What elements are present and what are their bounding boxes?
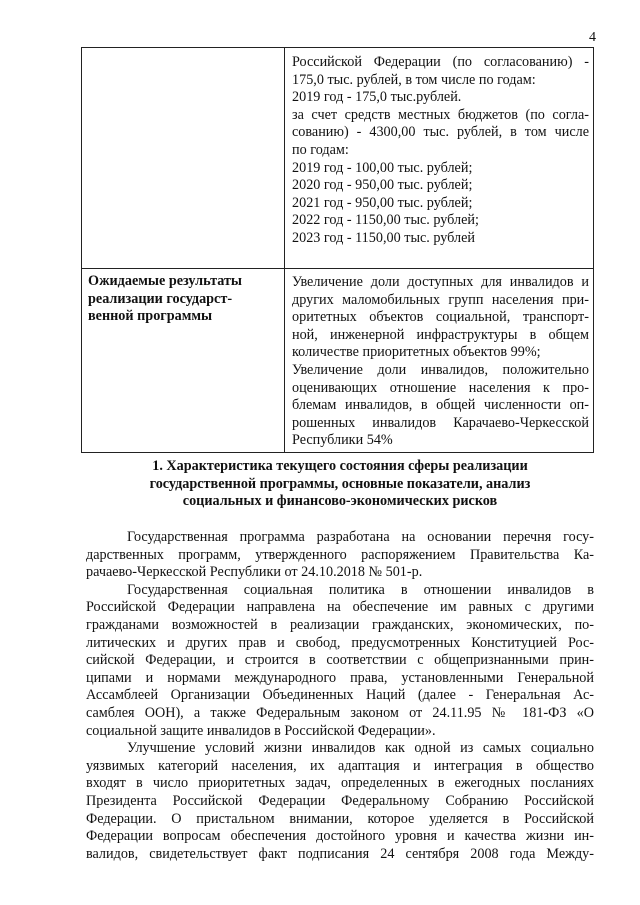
text-line: за счет средств местных бюджетов (по согла- [292, 106, 589, 123]
program-passport-table [81, 47, 594, 453]
paragraph-line: сийской Федерации, и строится в соответствии с общепризнанными прин- [86, 652, 594, 669]
paragraph-line: дарственных программ, утвержденного распоряжением Правительства Ка- [86, 546, 594, 563]
paragraph-line: ципами и нормами международного права, установленными Генеральной [86, 669, 594, 686]
text-line: 2019 год - 100,00 тыс. рублей; [292, 159, 473, 176]
paragraph-line: рачаево-Черкесской Республики от 24.10.2018 № 501-р. [86, 564, 423, 581]
paragraph-line: Президента Российской Федерации Федеральному Собранию Российской [86, 792, 594, 809]
text-line: 2021 год - 950,00 тыс. рублей; [292, 194, 473, 211]
text-line: Увеличение доли доступных для инвалидов и [292, 274, 589, 290]
heading-line: социальных и финансово-экономических рисков [182, 493, 498, 509]
text-line: Республики 54% [292, 432, 393, 449]
text-line: ной, инженерной инфраструктуры в общем [292, 326, 589, 343]
text-line: Российской Федерации (по согласованию) - [292, 54, 589, 70]
paragraph-line: валидов, свидетельствует факт подписания 24 сентября 2008 года Между- [86, 845, 594, 862]
section-body [86, 529, 594, 863]
page-number: 4 [589, 30, 596, 45]
label-line: реализации государст- [88, 290, 233, 307]
text-line: 175,0 тыс. рублей, в том числе по годам: [292, 71, 536, 88]
text-line: сованию) - 4300,00 тыс. рублей, в том числе [292, 124, 589, 141]
text-line: Увеличение доли инвалидов, положительно [292, 361, 589, 378]
heading-line: 1. Характеристика текущего состояния сферы реализации [152, 458, 528, 474]
paragraph-line: Ассамблеей Организации Объединенных Наций (далее - Генеральная Ас- [86, 687, 594, 704]
paragraph-line: самблея ООН), а также Федеральным законом от 24.11.95 № 181-ФЗ «О [86, 704, 594, 721]
paragraph-line: Государственная социальная политика в отношении инвалидов в [127, 581, 594, 598]
paragraph-line: Федерации. О пристальном внимании, которое уделяется в Российской [86, 810, 594, 827]
text-line: 2020 год - 950,00 тыс. рублей; [292, 177, 473, 194]
paragraph-line: входят в число приоритетных задач, определенных в ежегодных посланиях [86, 775, 594, 792]
paragraph-line: Улучшение условий жизни инвалидов как одной из самых социально [127, 740, 594, 757]
table-label-cell [82, 48, 285, 269]
label-line: венной программы [88, 308, 213, 325]
table-row-expected-results [82, 269, 594, 453]
text-line: 2023 год - 1150,00 тыс. рублей [292, 229, 476, 246]
label-line: Ожидаемые результаты [88, 273, 242, 289]
paragraph-line: Государственная программа разработана на основании перечня госу- [127, 529, 594, 545]
heading-line: государственной программы, основные показатели, анализ [149, 475, 531, 492]
text-line: 2019 год - 175,0 тыс.рублей. [292, 89, 462, 106]
paragraph-line: литических и других прав и свобод, предусмотренных Конституцией Рос- [86, 634, 594, 651]
text-line: количестве приоритетных объектов 99%; [292, 344, 541, 361]
expected-results-value [285, 269, 594, 453]
text-line: рошенных инвалидов Карачаево-Черкесской [292, 414, 589, 431]
text-line: блемам инвалидов, в общей численности оп- [292, 397, 589, 414]
text-line: оценивающих отношение населения к про- [292, 379, 589, 396]
expected-results-label [82, 269, 285, 453]
financing-value-cell [285, 48, 594, 269]
text-line: других маломобильных групп населения при- [292, 291, 589, 308]
text-line: по годам: [292, 141, 349, 158]
table-row-financing [82, 48, 594, 269]
paragraph-line: Федерации вопросам обеспечения достойного уровня и качества жизни ин- [86, 828, 594, 845]
text-line: 2022 год - 1150,00 тыс. рублей; [292, 212, 479, 229]
paragraph-line: социальной защите инвалидов в Российской Федерации». [86, 722, 436, 739]
section-heading [110, 458, 570, 511]
paragraph-line: уязвимых категорий населения, их адаптация и интеграция в общество [86, 757, 594, 774]
text-line: оритетных объектов социальной, транспорт- [292, 309, 589, 326]
paragraph-line: Российской Федерации направлена на обеспечение им равных с другими [86, 599, 594, 616]
paragraph-line: гражданами возможностей в реализации гражданских, экономических, по- [86, 616, 594, 633]
